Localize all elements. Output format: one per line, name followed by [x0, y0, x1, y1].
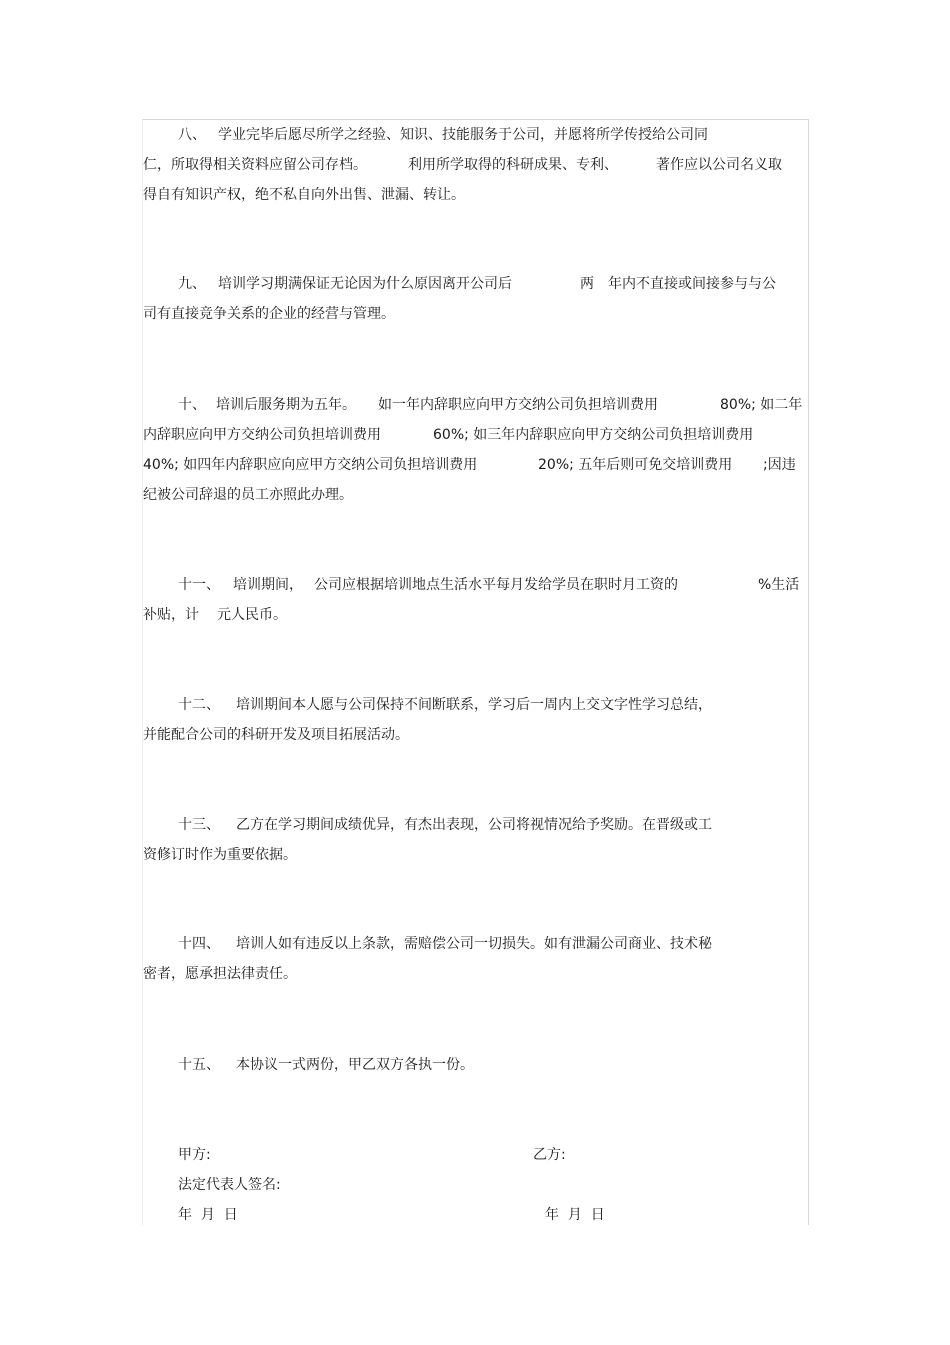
- clause-10-line-4: 纪被公司辞退的员工亦照此办理。: [143, 487, 353, 503]
- clause-8-line-3: 得自有知识产权，绝不私自向外出售、泄漏、转让。: [143, 187, 465, 203]
- clause-14-line-2: 密者，愿承担法律责任。: [143, 966, 297, 982]
- clause-10-line-1a: 培训后服务期为五年。: [216, 397, 356, 413]
- clause-9-line-1c: 年内不直接或间接参与与公: [608, 276, 776, 292]
- party-a-label: 甲方:: [178, 1147, 211, 1163]
- clause-number-9: 九、: [178, 276, 206, 292]
- clause-11-line-1c: %生活: [758, 577, 800, 593]
- clause-12-line-2: 并能配合公司的科研开发及项目拓展活动。: [143, 727, 409, 743]
- clause-10-line-1b: 如一年内辞职应向甲方交纳公司负担培训费用: [378, 397, 658, 413]
- clause-9-line-1a: 培训学习期满保证无论因为什么原因离开公司后: [218, 276, 512, 292]
- clause-8-line-2b: 利用所学取得的科研成果、专利、: [408, 157, 618, 173]
- clause-13-line-1: 乙方在学习期间成绩优异，有杰出表现，公司将视情况给予奖励。在晋级或工: [236, 817, 712, 833]
- legal-representative-signature-label: 法定代表人签名:: [178, 1177, 281, 1193]
- clause-9-line-1b: 两: [580, 276, 594, 292]
- clause-number-13: 十三、: [178, 817, 220, 833]
- clause-8-line-2c: 著作应以公司名义取: [656, 157, 782, 173]
- clause-11-line-1b: 公司应根据培训地点生活水平每月发给学员在职时月工资的: [314, 577, 678, 593]
- clause-8-line-2a: 仁，所取得相关资料应留公司存档。: [143, 157, 367, 173]
- clause-number-8: 八、: [178, 127, 206, 143]
- clause-14-line-1: 培训人如有违反以上条款，需赔偿公司一切损失。如有泄漏公司商业、技术秘: [236, 936, 712, 952]
- clause-number-15: 十五、: [178, 1057, 220, 1073]
- clause-10-line-3b: 20%; 五年后则可免交培训费用: [538, 457, 733, 473]
- clause-10-line-2b: 60%; 如三年内辞职应向甲方交纳公司负担培训费用: [433, 427, 754, 443]
- clause-10-line-3a: 40%; 如四年内辞职应向应甲方交纳公司负担培训费用: [143, 457, 478, 473]
- clause-number-10: 十、: [178, 397, 206, 413]
- clause-number-12: 十二、: [178, 697, 220, 713]
- clause-11-line-2b: 元人民币。: [217, 607, 287, 623]
- clause-15-line-1: 本协议一式两份，甲乙双方各执一份。: [236, 1057, 474, 1073]
- clause-11-line-2a: 补贴，计: [143, 607, 199, 623]
- clause-10-line-2a: 内辞职应向甲方交纳公司负担培训费用: [143, 427, 381, 443]
- clause-number-11: 十一、: [178, 577, 220, 593]
- party-b-label: 乙方:: [533, 1147, 566, 1163]
- party-a-date: 年 月 日: [178, 1207, 238, 1223]
- clause-9-line-2: 司有直接竞争关系的企业的经营与管理。: [143, 306, 395, 322]
- clause-10-line-1c: 80%; 如二年: [720, 397, 803, 413]
- clause-number-14: 十四、: [178, 936, 220, 952]
- clause-12-line-1: 培训期间本人愿与公司保持不间断联系，学习后一周内上交文字性学习总结，: [236, 697, 712, 713]
- party-b-date: 年 月 日: [545, 1207, 605, 1223]
- clause-11-line-1a: 培训期间，: [233, 577, 303, 593]
- clause-13-line-2: 资修订时作为重要依据。: [143, 847, 297, 863]
- clause-10-line-3c: ;因违: [763, 457, 796, 473]
- clause-8-line-1: 学业完毕后愿尽所学之经验、知识、技能服务于公司，并愿将所学传授给公司同: [218, 127, 708, 143]
